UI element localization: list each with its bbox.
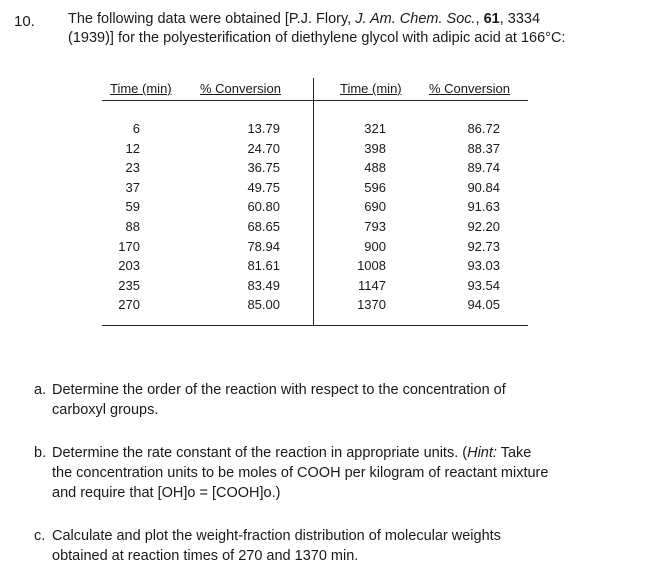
- table-cell: 13.79: [247, 121, 280, 136]
- part-a: [34, 380, 634, 420]
- part-b-line-1-prefix: Determine the rate constant of the reaction in appropriate units. (: [52, 445, 468, 461]
- header-conversion-right: % Conversion: [429, 81, 510, 96]
- table-cell: 92.73: [467, 238, 500, 254]
- table-cell: 92.20: [467, 218, 500, 234]
- table-cell: 94.05: [467, 297, 500, 313]
- part-a-letter: a.: [34, 382, 47, 398]
- column-time-right: [356, 119, 386, 315]
- table-cell: 12: [125, 140, 140, 156]
- table-cell: 89.74: [467, 160, 500, 176]
- table-cell: 93.54: [467, 277, 500, 293]
- table-cell: 88.37: [467, 140, 500, 156]
- table-cell: 37: [125, 179, 140, 195]
- table-cell: 793: [364, 218, 386, 234]
- table-cell: 900: [364, 238, 386, 254]
- part-a-line-2: carboxyl groups.: [52, 402, 159, 418]
- problem-number: 10.: [14, 13, 35, 30]
- column-conversion-left: [238, 119, 280, 315]
- column-conversion-right: [462, 119, 500, 315]
- table-cell: 235: [118, 277, 140, 293]
- part-b-line-2: the concentration units to be moles of COOH per kilogram of reactant mixture: [52, 465, 549, 481]
- table-cell: 88: [125, 218, 140, 234]
- column-time-left: [110, 119, 140, 315]
- table-cell: 60.80: [247, 199, 280, 215]
- problem-intro: [68, 10, 653, 48]
- table-bottom-rule: [102, 325, 528, 326]
- part-c: [34, 526, 634, 566]
- header-time-left: Time (min): [110, 81, 172, 96]
- part-b-line-1: [52, 443, 634, 463]
- header-time-right: Time (min): [340, 81, 402, 96]
- part-b-line-3: and require that [OH]o = [COOH]o.): [52, 485, 281, 501]
- table-cell: 270: [118, 297, 140, 313]
- table-cell: 81.61: [247, 258, 280, 274]
- table-cell: 170: [118, 238, 140, 254]
- table-cell: 398: [364, 140, 386, 156]
- part-b: [34, 443, 634, 503]
- table-cell: 91.63: [467, 199, 500, 215]
- table-cell: 690: [364, 199, 386, 215]
- table-cell: 86.72: [467, 121, 500, 136]
- table-cell: 36.75: [247, 160, 280, 176]
- part-b-letter: b.: [34, 445, 47, 461]
- part-a-line-1: Determine the order of the reaction with respect to the concentration of: [52, 382, 506, 398]
- table-column-divider: [313, 78, 314, 326]
- intro-suffix: , 3334: [499, 11, 541, 27]
- table-cell: 6: [132, 121, 140, 136]
- table-header-rule: [102, 100, 528, 101]
- part-b-line-1-suffix: Take: [496, 445, 532, 461]
- part-b-hint-label: Hint:: [467, 445, 497, 461]
- table-cell: 49.75: [247, 179, 280, 195]
- table-cell: 85.00: [247, 297, 280, 313]
- table-cell: 1370: [357, 297, 386, 313]
- part-c-line-2: obtained at reaction times of 270 and 1370 min.: [52, 548, 359, 564]
- table-cell: 59: [125, 199, 140, 215]
- conversion-data-table: [102, 78, 528, 328]
- table-cell: 596: [364, 179, 386, 195]
- table-cell: 24.70: [247, 140, 280, 156]
- table-cell: 23: [125, 160, 140, 176]
- intro-line-2: (1939)] for the polyesterification of diethylene glycol with adipic acid at 166°C:: [68, 30, 566, 46]
- table-cell: 203: [118, 258, 140, 274]
- table-cell: 488: [364, 160, 386, 176]
- table-cell: 93.03: [467, 258, 500, 274]
- table-cell: 90.84: [467, 179, 500, 195]
- table-cell: 1147: [358, 277, 386, 293]
- intro-mid: ,: [475, 11, 484, 27]
- table-cell: 78.94: [247, 238, 280, 254]
- header-conversion-left: % Conversion: [200, 81, 281, 96]
- intro-line-1: [68, 10, 653, 29]
- table-cell: 68.65: [247, 218, 280, 234]
- table-cell: 321: [364, 121, 386, 136]
- journal-volume: 61: [483, 11, 500, 27]
- part-c-letter: c.: [34, 528, 46, 544]
- journal-name: J. Am. Chem. Soc.: [355, 11, 476, 27]
- table-cell: 83.49: [247, 277, 280, 293]
- intro-prefix: The following data were obtained [P.J. Flory,: [68, 11, 356, 27]
- part-c-line-1: Calculate and plot the weight-fraction distribution of molecular weights: [52, 528, 501, 544]
- table-cell: 1008: [357, 258, 386, 274]
